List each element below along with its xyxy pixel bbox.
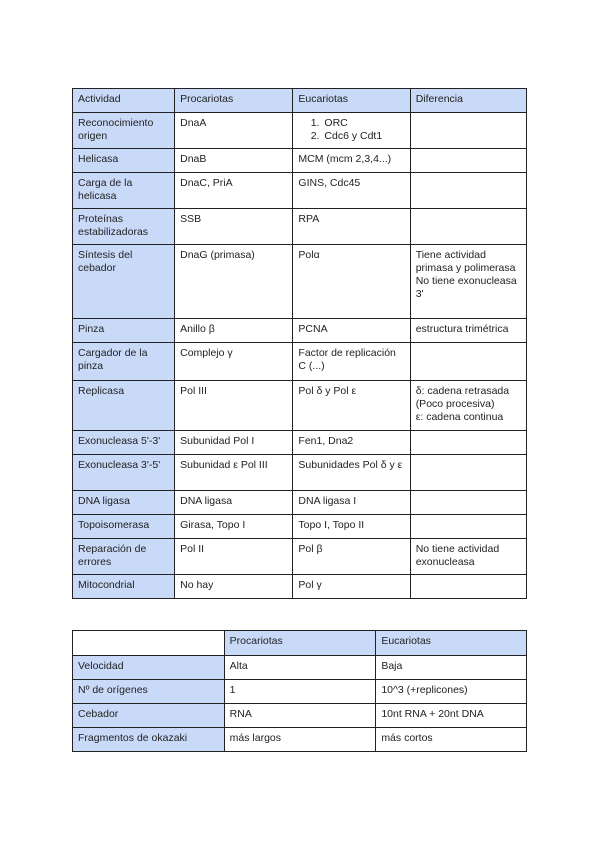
row-label: Exonucleasa 3'-5' bbox=[73, 455, 175, 491]
cell-procariotas: DnaB bbox=[175, 149, 293, 173]
cell-diferencia bbox=[410, 431, 526, 455]
cell-diferencia: No tiene actividad exonucleasa bbox=[410, 539, 526, 575]
cell-procariotas: Subunidad Pol I bbox=[175, 431, 293, 455]
cell-procariotas: No hay bbox=[175, 575, 293, 599]
cell-diferencia bbox=[410, 113, 526, 149]
cell-eucariotas: más cortos bbox=[376, 728, 527, 752]
table-row bbox=[73, 319, 527, 343]
cell-procariotas: DnaC, PriA bbox=[175, 173, 293, 209]
row-label: Exonucleasa 5'-3' bbox=[73, 431, 175, 455]
row-label: Síntesis del cebador bbox=[73, 245, 175, 319]
cell-procariotas: Complejo γ bbox=[175, 343, 293, 381]
table-row bbox=[73, 539, 527, 575]
cell-procariotas: DnaA bbox=[175, 113, 293, 149]
table-header-row bbox=[73, 631, 527, 656]
list-item: 1. ORC bbox=[322, 117, 404, 130]
row-label: Mitocondrial bbox=[73, 575, 175, 599]
row-label: Proteínas estabilizadoras bbox=[73, 209, 175, 245]
cell-eucariotas: 10^3 (+replicones) bbox=[376, 680, 527, 704]
eucariotas-list bbox=[298, 117, 404, 143]
table-row bbox=[73, 728, 527, 752]
header-actividad: Actividad bbox=[73, 89, 175, 113]
cell-diferencia: Tiene actividad primasa y polimerasa No tiene exonucleasa 3' bbox=[410, 245, 526, 319]
cell-eucariotas: RPA bbox=[293, 209, 410, 245]
table-header-row bbox=[73, 89, 527, 113]
row-label: Velocidad bbox=[73, 656, 225, 680]
table-row bbox=[73, 515, 527, 539]
table-row bbox=[73, 431, 527, 455]
row-label: Replicasa bbox=[73, 381, 175, 431]
row-label: Fragmentos de okazaki bbox=[73, 728, 225, 752]
header-eucariotas: Eucariotas bbox=[293, 89, 410, 113]
cell-eucariotas: GINS, Cdc45 bbox=[293, 173, 410, 209]
cell-diferencia bbox=[410, 455, 526, 491]
cell-eucariotas: PCNA bbox=[293, 319, 410, 343]
cell-eucariotas: MCM (mcm 2,3,4...) bbox=[293, 149, 410, 173]
row-label: Helicasa bbox=[73, 149, 175, 173]
cell-eucariotas: DNA ligasa I bbox=[293, 491, 410, 515]
row-label: Cebador bbox=[73, 704, 225, 728]
cell-procariotas: Alta bbox=[224, 656, 376, 680]
row-label: Reparación de errores bbox=[73, 539, 175, 575]
header-eucariotas: Eucariotas bbox=[376, 631, 527, 656]
cell-eucariotas: Factor de replicación C (...) bbox=[293, 343, 410, 381]
row-label: Cargador de la pinza bbox=[73, 343, 175, 381]
cell-eucariotas: 10nt RNA + 20nt DNA bbox=[376, 704, 527, 728]
row-label: Reconocimiento origen bbox=[73, 113, 175, 149]
cell-eucariotas: Subunidades Pol δ y ε bbox=[293, 455, 410, 491]
table-row bbox=[73, 149, 527, 173]
table-row bbox=[73, 680, 527, 704]
cell-diferencia bbox=[410, 209, 526, 245]
table-row bbox=[73, 704, 527, 728]
header-procariotas: Procariotas bbox=[224, 631, 376, 656]
cell-eucariotas: Polα bbox=[293, 245, 410, 319]
row-label: Carga de la helicasa bbox=[73, 173, 175, 209]
cell-eucariotas: Pol β bbox=[293, 539, 410, 575]
table-row bbox=[73, 343, 527, 381]
row-label: DNA ligasa bbox=[73, 491, 175, 515]
cell-eucariotas: Pol γ bbox=[293, 575, 410, 599]
cell-procariotas: DNA ligasa bbox=[175, 491, 293, 515]
cell-eucariotas bbox=[293, 113, 410, 149]
cell-eucariotas: Baja bbox=[376, 656, 527, 680]
table-row bbox=[73, 173, 527, 209]
table-row bbox=[73, 491, 527, 515]
cell-procariotas: DnaG (primasa) bbox=[175, 245, 293, 319]
table-row bbox=[73, 575, 527, 599]
cell-procariotas: más largos bbox=[224, 728, 376, 752]
cell-procariotas: Anillo β bbox=[175, 319, 293, 343]
row-label: Nº de orígenes bbox=[73, 680, 225, 704]
table-row bbox=[73, 455, 527, 491]
replication-comparison-table bbox=[72, 88, 527, 599]
cell-diferencia bbox=[410, 491, 526, 515]
cell-eucariotas: Pol δ y Pol ε bbox=[293, 381, 410, 431]
table-row bbox=[73, 113, 527, 149]
table-row bbox=[73, 381, 527, 431]
table-row bbox=[73, 209, 527, 245]
cell-procariotas: SSB bbox=[175, 209, 293, 245]
row-label: Topoisomerasa bbox=[73, 515, 175, 539]
cell-diferencia bbox=[410, 343, 526, 381]
cell-procariotas: 1 bbox=[224, 680, 376, 704]
cell-diferencia bbox=[410, 149, 526, 173]
cell-diferencia bbox=[410, 515, 526, 539]
cell-eucariotas: Topo I, Topo II bbox=[293, 515, 410, 539]
header-procariotas: Procariotas bbox=[175, 89, 293, 113]
cell-diferencia: δ: cadena retrasada (Poco procesiva) ε: cadena continua bbox=[410, 381, 526, 431]
cell-procariotas: Subunidad ε Pol III bbox=[175, 455, 293, 491]
header-empty bbox=[73, 631, 225, 656]
cell-procariotas: RNA bbox=[224, 704, 376, 728]
cell-procariotas: Pol II bbox=[175, 539, 293, 575]
cell-diferencia: estructura trimétrica bbox=[410, 319, 526, 343]
table-row bbox=[73, 245, 527, 319]
header-diferencia: Diferencia bbox=[410, 89, 526, 113]
cell-procariotas: Girasa, Topo I bbox=[175, 515, 293, 539]
cell-diferencia bbox=[410, 575, 526, 599]
cell-diferencia bbox=[410, 173, 526, 209]
cell-eucariotas: Fen1, Dna2 bbox=[293, 431, 410, 455]
cell-procariotas: Pol III bbox=[175, 381, 293, 431]
table-row bbox=[73, 656, 527, 680]
summary-comparison-table bbox=[72, 630, 527, 752]
list-item: 2. Cdc6 y Cdt1 bbox=[322, 130, 404, 143]
row-label: Pinza bbox=[73, 319, 175, 343]
